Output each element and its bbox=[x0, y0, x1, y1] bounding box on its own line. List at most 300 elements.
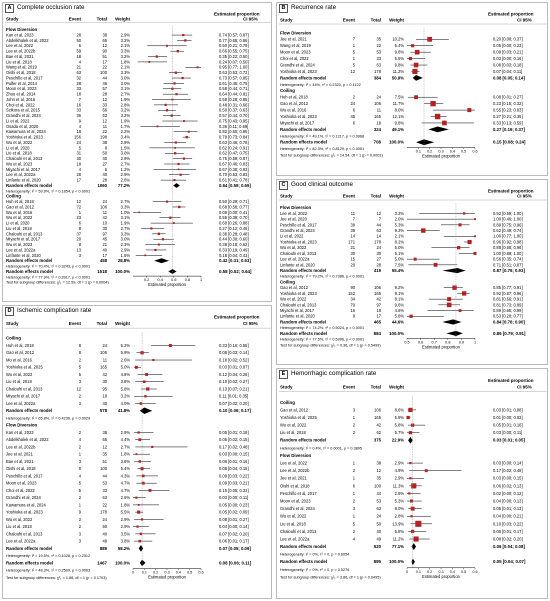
study-total: 44 bbox=[102, 75, 107, 81]
study-name: Gao et al, 2012 bbox=[6, 204, 34, 210]
study-total: 51 bbox=[102, 53, 107, 59]
study-name: Moon et al, 2023 bbox=[280, 498, 311, 504]
study-event: 3 bbox=[352, 407, 355, 413]
study-marker bbox=[409, 431, 412, 434]
study-weight: 11.2% bbox=[392, 536, 404, 542]
study-total: 21 bbox=[102, 242, 107, 248]
study-name: Liu et al, 2018 bbox=[6, 379, 32, 385]
study-marker bbox=[186, 136, 188, 138]
study-ci-label: 0.58 [0.28; 0.85] bbox=[219, 96, 249, 102]
study-ci-label: 0.57 [0.44; 0.70] bbox=[219, 113, 249, 119]
study-ci-label: 0.67 [0.30; 0.93] bbox=[219, 166, 249, 172]
study-marker bbox=[177, 163, 179, 165]
study-name: Grandhi et al, 2024 bbox=[280, 506, 315, 512]
subgroup-heterogeneity: Heterogeneity: I² = 79.2%, τ² = 0.7386, p < 0.0001 bbox=[280, 274, 365, 279]
study-name: Miyachi et al, 2017 bbox=[280, 120, 315, 126]
study-total: 53 bbox=[376, 49, 381, 55]
study-ci-label: 0.09 [0.03; 0.21] bbox=[219, 480, 249, 486]
study-marker bbox=[158, 244, 160, 246]
study-event: 5 bbox=[78, 145, 81, 151]
subgroup-summary-total: 1060 bbox=[97, 182, 107, 188]
study-event: 17 bbox=[76, 177, 81, 183]
study-weight: 1.9% bbox=[120, 118, 130, 124]
col-header-study: Study bbox=[6, 321, 19, 327]
study-marker bbox=[407, 416, 410, 419]
study-total: 38 bbox=[376, 460, 381, 466]
study-name: Peschillo et al, 2017 bbox=[280, 490, 317, 496]
study-weight: 2.1% bbox=[394, 233, 404, 239]
study-event: 3 bbox=[78, 538, 81, 544]
x-tick-label: 1 bbox=[199, 278, 203, 283]
study-total: 24 bbox=[376, 245, 381, 251]
x-tick-label: 0.1 bbox=[415, 149, 421, 154]
study-name: Wu et al, 2022 bbox=[280, 513, 307, 519]
study-total: 35 bbox=[102, 451, 107, 457]
subgroup-summary-ci: 0.03 [0.01; 0.05] bbox=[493, 437, 525, 443]
study-ci-label: 0.18 [0.02; 0.52] bbox=[219, 357, 249, 363]
study-ci-label: 0.85 [0.77; 0.91] bbox=[493, 285, 523, 291]
study-marker bbox=[414, 258, 417, 261]
study-weight: 2.9% bbox=[120, 516, 130, 522]
study-name: Chalouhi et al, 2013 bbox=[6, 231, 43, 237]
study-total: 165 bbox=[374, 414, 381, 420]
subgroup-summary-weight: 58.2% bbox=[117, 545, 130, 551]
study-weight: 9.1% bbox=[394, 290, 404, 296]
study-ci-label: 0.36 [0.11; 0.69] bbox=[219, 123, 249, 129]
subgroup-summary-diamond bbox=[442, 268, 465, 273]
study-event: 8 bbox=[78, 350, 81, 356]
overall-heterogeneity: Heterogeneity: I² = 77.9%, τ² = 0.3917, p < 0.0001 bbox=[6, 275, 91, 280]
study-weight: 4.7% bbox=[120, 480, 130, 486]
study-name: Lee et al, 2022a bbox=[6, 400, 36, 406]
x-tick-label: 0.4 bbox=[175, 570, 181, 575]
study-total: 30 bbox=[102, 225, 107, 231]
study-total: 38 bbox=[102, 429, 107, 435]
study-total: 90 bbox=[102, 48, 107, 54]
study-weight: 4.7% bbox=[120, 487, 130, 493]
study-event: 4 bbox=[78, 437, 81, 443]
study-ci-label: 0.09 [0.03; 0.21] bbox=[493, 49, 523, 55]
study-event: 31 bbox=[76, 150, 81, 156]
study-weight: 5.9% bbox=[120, 350, 130, 356]
study-total: 18 bbox=[102, 393, 107, 399]
col-header-weight: Weight bbox=[115, 321, 130, 327]
study-event: 21 bbox=[350, 245, 355, 251]
study-marker bbox=[434, 263, 438, 267]
study-total: 38 bbox=[102, 139, 107, 145]
study-name: Linfante et al, 2020 bbox=[280, 313, 315, 319]
x-axis-label: Estimated proportion bbox=[422, 153, 460, 159]
study-total: 11 bbox=[102, 357, 107, 363]
study-weight: 3.3% bbox=[120, 48, 130, 54]
study-name: Huh et al, 2018 bbox=[6, 199, 34, 205]
study-ci-label: 0.53 [0.28; 0.77] bbox=[493, 313, 523, 319]
study-name: Moon et al, 2023 bbox=[6, 480, 37, 486]
study-event: 30 bbox=[76, 156, 81, 162]
study-total: 24 bbox=[102, 199, 107, 205]
study-total: 28 bbox=[376, 262, 381, 268]
study-total: 12 bbox=[102, 118, 107, 124]
subgroup-summary-diamond bbox=[154, 258, 169, 263]
study-weight: 3.5% bbox=[120, 531, 130, 537]
study-ci-label: 0.03 [0.00; 0.15] bbox=[493, 475, 523, 481]
study-total: 63 bbox=[376, 506, 381, 512]
study-total: 30 bbox=[376, 250, 381, 256]
study-ci-label: 0.50 [0.37; 0.63] bbox=[219, 107, 249, 113]
x-axis-label: Estimated proportion bbox=[148, 574, 186, 580]
study-total: 24 bbox=[102, 516, 107, 522]
study-marker bbox=[173, 82, 175, 84]
study-name: Liu et al, 2018 bbox=[6, 225, 32, 231]
study-marker bbox=[409, 57, 412, 60]
study-name: Kawamura et al, 2024 bbox=[6, 502, 46, 508]
study-weight: 3.3% bbox=[120, 204, 130, 210]
study-marker bbox=[463, 212, 465, 214]
study-marker bbox=[145, 373, 148, 376]
study-marker bbox=[474, 252, 477, 255]
panel-tag: B bbox=[279, 4, 288, 13]
study-marker bbox=[140, 402, 143, 405]
study-weight: 3.0% bbox=[120, 75, 130, 81]
study-ci-label: 0.56 [0.35; 0.74] bbox=[493, 256, 523, 262]
study-ci-label: 0.03 [0.00; 0.11] bbox=[219, 495, 249, 501]
study-weight: 4.9% bbox=[394, 468, 404, 474]
subgroup-label: Flow Diversion bbox=[280, 205, 312, 211]
study-weight: 5.5% bbox=[394, 56, 404, 62]
col-header-ci: CI 95% bbox=[517, 17, 532, 23]
subgroup-summary-weight: 28.8% bbox=[117, 258, 130, 264]
study-marker bbox=[183, 120, 185, 122]
study-ci-label: 0.81 [0.73; 0.89] bbox=[493, 302, 523, 308]
overall-heterogeneity: Heterogeneity: I² = 77.5%, τ² = 0.5396, p < 0.0001 bbox=[280, 337, 365, 342]
col-header-weight: Weight bbox=[389, 384, 404, 390]
study-ci-label: 0.10 [0.02; 0.27] bbox=[219, 379, 249, 385]
x-tick-label: 0.5 bbox=[461, 149, 467, 154]
study-weight: 1.5% bbox=[120, 252, 130, 258]
study-event: 7 bbox=[78, 96, 81, 102]
study-total: 63 bbox=[376, 62, 381, 68]
study-total: 27 bbox=[102, 161, 107, 167]
subgroup-summary-total: 419 bbox=[373, 268, 381, 273]
panel-tag: C bbox=[279, 181, 288, 190]
study-name: Grandhi et al, 2024 bbox=[280, 62, 315, 68]
study-name: Lee et al, 2022a bbox=[6, 538, 36, 544]
study-event: 2 bbox=[78, 516, 81, 522]
study-name: Jee et al, 2021 bbox=[280, 475, 307, 481]
study-weight: 6.0% bbox=[394, 245, 404, 251]
study-marker bbox=[197, 66, 199, 68]
panel-recurrence bbox=[276, 2, 548, 176]
study-event: 4 bbox=[352, 536, 355, 542]
study-weight: 2.9% bbox=[120, 247, 130, 253]
study-marker bbox=[150, 227, 152, 229]
study-marker bbox=[411, 483, 416, 488]
study-ci-label: 0.88 [0.68; 0.96] bbox=[493, 245, 523, 251]
study-event: 13 bbox=[76, 247, 81, 253]
study-ci-label: 0.08 [0.04; 0.15] bbox=[219, 466, 249, 472]
study-weight: 2.7% bbox=[120, 91, 130, 97]
study-weight: 9.8% bbox=[394, 49, 404, 55]
subgroup-label: Coiling bbox=[280, 399, 295, 405]
study-event: 2 bbox=[78, 524, 81, 530]
study-weight: 5.8% bbox=[394, 313, 404, 319]
overall-summary-diamond bbox=[140, 560, 146, 567]
subgroup-heterogeneity: Heterogeneity: I² = 74.2%, τ² = 0.5024, p = 0.0001 bbox=[280, 326, 365, 331]
panel-hemorrhagic bbox=[276, 368, 548, 599]
study-ci-label: 1.00 [0.88; 1.00] bbox=[493, 250, 523, 256]
study-marker bbox=[135, 497, 137, 499]
study-weight: 9.8% bbox=[394, 120, 404, 126]
subgroup-summary-label: Random effects model bbox=[6, 182, 53, 188]
study-name: Abdelkhalek et al, 2022 bbox=[6, 37, 49, 43]
study-weight: 4.8% bbox=[120, 371, 130, 377]
study-name: Li et al, 2022 bbox=[6, 118, 30, 124]
study-weight: 2.9% bbox=[120, 156, 130, 162]
study-marker bbox=[174, 147, 176, 149]
panel-title-text: Ischemic complication rate bbox=[17, 307, 92, 314]
study-marker bbox=[430, 101, 435, 106]
study-name: Chalouhi et al, 2013 bbox=[6, 156, 43, 162]
study-ci-label: 0.18 [0.04; 0.43] bbox=[219, 252, 249, 258]
study-name: Mo et al, 2016 bbox=[6, 357, 32, 363]
study-total: 106 bbox=[100, 204, 107, 210]
study-total: 50 bbox=[376, 521, 381, 527]
x-tick-label: 0.3 bbox=[438, 149, 444, 154]
study-weight: 3.8% bbox=[120, 379, 130, 385]
overall-summary-label: Random effects model bbox=[6, 268, 54, 274]
study-name: Yoshioka et al, 2023 bbox=[6, 509, 43, 515]
overall-heterogeneity: Heterogeneity: I² = 48.3%, τ² = 0.2509, p = 0.0063 bbox=[6, 568, 91, 573]
study-ci-label: 0.08 [0.01; 0.27] bbox=[493, 94, 523, 100]
x-axis-label: Estimated proportion bbox=[422, 573, 460, 579]
study-ci-label: 0.06 [0.02; 0.13] bbox=[493, 483, 523, 489]
study-total: 44 bbox=[376, 222, 381, 228]
study-name: Lee et al, 2022a bbox=[280, 536, 310, 542]
study-weight: 11.3% bbox=[392, 483, 404, 489]
panel-tag: A bbox=[5, 4, 14, 13]
study-marker bbox=[410, 515, 412, 517]
study-event: 5 bbox=[78, 364, 81, 370]
study-marker bbox=[442, 121, 447, 126]
study-ci-label: 0.33 [0.13; 0.59] bbox=[493, 120, 523, 126]
study-total: 106 bbox=[100, 350, 107, 356]
subgroup-summary-total: 465 bbox=[373, 319, 381, 325]
study-weight: 5.8% bbox=[120, 386, 130, 392]
subgroup-summary-total: 375 bbox=[373, 437, 381, 443]
x-tick-label: 0.7 bbox=[431, 340, 437, 345]
study-ci-label: 0.05 [0.01; 0.13] bbox=[493, 506, 523, 512]
subgroup-label: Coiling bbox=[280, 279, 295, 285]
study-event: 45 bbox=[350, 113, 355, 119]
study-event: 1 bbox=[78, 209, 81, 215]
study-event: 2 bbox=[352, 430, 355, 436]
study-ci-label: 0.92 [0.59; 1.00] bbox=[493, 210, 523, 216]
study-name: Yoshioka et al, 2025 bbox=[280, 414, 317, 420]
study-event: 9 bbox=[78, 118, 81, 124]
study-event: 63 bbox=[76, 70, 81, 76]
study-total: 40 bbox=[102, 400, 107, 406]
study-event: 3 bbox=[78, 379, 81, 385]
study-weight: 5.3% bbox=[394, 498, 404, 504]
study-event: 28 bbox=[76, 172, 81, 178]
study-total: 95 bbox=[102, 386, 107, 392]
study-weight: 3.2% bbox=[120, 53, 130, 59]
study-total: 11 bbox=[376, 107, 381, 113]
study-event: 8 bbox=[78, 242, 81, 248]
overall-summary-diamond bbox=[416, 139, 434, 145]
study-event: 32 bbox=[76, 75, 81, 81]
study-ci-label: 0.50 [0.21; 0.79] bbox=[219, 43, 249, 49]
overall-summary-total: 884 bbox=[373, 330, 381, 336]
study-marker bbox=[166, 201, 168, 203]
study-ci-label: 0.05 [0.02; 0.09] bbox=[219, 509, 249, 515]
x-tick-label: 0.4 bbox=[449, 569, 455, 574]
subgroup-summary-label: Random effects model bbox=[6, 408, 53, 414]
study-event: 24 bbox=[350, 101, 355, 107]
study-event: 30 bbox=[350, 250, 355, 256]
study-ci-label: 0.61 [0.45; 0.75] bbox=[219, 80, 249, 86]
study-marker bbox=[146, 387, 149, 390]
study-total: 24 bbox=[376, 94, 381, 100]
study-weight: 2.6% bbox=[120, 495, 130, 501]
study-weight: 3.0% bbox=[120, 80, 130, 86]
overall-summary-weight: 100.0% bbox=[389, 139, 404, 145]
study-name: Peschillo et al, 2017 bbox=[280, 222, 317, 228]
study-event: 18 bbox=[76, 91, 81, 97]
subgroup-heterogeneity: Heterogeneity: I² = 19.5%, τ² = 0.1028, p = 0.2312 bbox=[6, 554, 91, 559]
study-ci-label: 0.81 [0.66; 0.91] bbox=[493, 296, 523, 302]
forest-plot-svg bbox=[3, 3, 272, 302]
study-total: 63 bbox=[376, 228, 381, 233]
study-name: Kan et al, 2023 bbox=[6, 32, 34, 38]
subgroup-label: Flow Diversion bbox=[6, 27, 38, 33]
study-event: 59 bbox=[76, 48, 81, 54]
study-name: Miyachi et al, 2017 bbox=[6, 166, 41, 172]
col-header-event: Event bbox=[342, 17, 355, 23]
study-ci-label: 0.07 [0.04; 0.11] bbox=[493, 68, 523, 74]
study-name: Oishi et al, 2018 bbox=[280, 483, 310, 489]
study-name: Li et al, 2020 bbox=[6, 145, 30, 151]
study-name: Jee et al, 2020 bbox=[280, 216, 307, 222]
study-weight: 2.9% bbox=[120, 139, 130, 145]
study-ci-label: 0.60 [0.26; 0.88] bbox=[219, 220, 249, 226]
study-name: Linfante et al, 2020 bbox=[280, 262, 315, 268]
study-total: 24 bbox=[376, 513, 381, 519]
study-total: 165 bbox=[374, 113, 381, 119]
study-weight: 2.9% bbox=[120, 172, 130, 178]
study-ci-label: 0.62 [0.24; 0.91] bbox=[219, 145, 249, 151]
study-name: Huh et al, 2018 bbox=[6, 342, 34, 348]
study-name: Oishi et al, 2018 bbox=[6, 466, 36, 472]
x-tick-label: 0.8 bbox=[445, 340, 451, 345]
study-marker bbox=[447, 297, 451, 301]
study-marker bbox=[144, 395, 146, 397]
overall-summary-diamond bbox=[412, 558, 415, 565]
study-name: Lee et al, 2022b bbox=[6, 48, 36, 54]
study-marker bbox=[148, 61, 150, 63]
study-ci-label: 0.68 [0.58; 0.77] bbox=[219, 204, 249, 210]
study-weight: 7.5% bbox=[394, 94, 404, 100]
study-total: 24 bbox=[102, 342, 107, 348]
study-name: Liu et al, 2018 bbox=[6, 150, 32, 156]
subgroup-summary-diamond bbox=[139, 545, 144, 552]
subgroup-summary-ci: 0.64 [0.59; 0.69] bbox=[219, 182, 251, 188]
study-weight: 1.8% bbox=[120, 502, 130, 508]
study-ci-label: 0.03 [0.00; 0.16] bbox=[493, 56, 523, 62]
study-total: 100 bbox=[100, 70, 107, 76]
subgroup-summary-label: Random effects model bbox=[280, 126, 327, 132]
subgroup-difference-test: Test for subgroup differences: χ²₁ = 12.59, df = 1 (p = 0.0004) bbox=[6, 280, 109, 285]
study-event: 39 bbox=[350, 228, 355, 233]
study-marker bbox=[151, 446, 153, 448]
study-event: 8 bbox=[78, 342, 81, 348]
study-total: 50 bbox=[102, 150, 107, 156]
subgroup-summary-label: Random effects model bbox=[280, 319, 327, 325]
study-ci-label: 0.38 [0.28; 0.48] bbox=[219, 231, 249, 237]
study-event: 8 bbox=[78, 225, 81, 231]
study-marker bbox=[409, 462, 411, 464]
study-weight: 9.8% bbox=[394, 62, 404, 68]
study-ci-label: 0.11 [0.01; 0.35] bbox=[219, 393, 249, 399]
study-marker bbox=[415, 521, 421, 527]
study-name: Liu et al, 2018 bbox=[280, 430, 306, 436]
study-name: Wu et al, 2023 bbox=[6, 242, 33, 248]
study-event: 3 bbox=[78, 400, 81, 406]
study-marker bbox=[143, 380, 146, 383]
study-ci-label: 0.67 [0.46; 0.83] bbox=[219, 161, 249, 167]
study-weight: 10.2% bbox=[392, 36, 404, 42]
study-ci-label: 0.05 [0.00; 0.23] bbox=[219, 502, 249, 508]
study-ci-label: 0.82 [0.60; 0.95] bbox=[219, 129, 249, 135]
overall-summary-label: Random effects model bbox=[280, 139, 328, 145]
panel-title-text: Recurrence rate bbox=[291, 4, 337, 11]
col-header-study: Study bbox=[280, 193, 293, 199]
subgroup-summary-weight: 77.2% bbox=[117, 182, 130, 188]
study-ci-label: 0.08 [0.03; 0.18] bbox=[493, 62, 523, 68]
study-weight: 12.1% bbox=[392, 113, 404, 119]
subgroup-label: Flow Diversion bbox=[6, 422, 38, 428]
x-tick-label: 0.5 bbox=[404, 340, 410, 345]
study-name: Wu et al, 2016 bbox=[280, 107, 307, 113]
study-ci-label: 0.03 [0.01; 0.07] bbox=[219, 364, 249, 370]
study-ci-label: 0.04 [0.00; 0.13] bbox=[493, 498, 523, 504]
subgroup-summary-weight: 41.8% bbox=[117, 408, 130, 414]
x-tick-label: 1 bbox=[473, 340, 477, 345]
study-weight: 3.2% bbox=[120, 113, 130, 119]
x-tick-label: 0.2 bbox=[427, 569, 433, 574]
study-name: Choi et al, 2022 bbox=[6, 487, 35, 493]
study-marker bbox=[414, 95, 418, 99]
study-name: Chalouhi et al, 2013 bbox=[280, 302, 317, 308]
study-event: 16 bbox=[76, 102, 81, 108]
subgroup-summary-total: 520 bbox=[373, 544, 381, 550]
study-event: 18 bbox=[76, 129, 81, 135]
study-ci-label: 0.64 [0.44; 0.81] bbox=[219, 91, 249, 97]
study-marker bbox=[137, 511, 140, 514]
study-name: Huh et al, 2018 bbox=[280, 94, 308, 100]
study-weight: 2.6% bbox=[120, 357, 130, 363]
study-event: 1 bbox=[78, 451, 81, 457]
subgroup-summary-label: Random effects model bbox=[6, 545, 53, 551]
panel-ischemic bbox=[2, 305, 272, 599]
study-total: 12 bbox=[376, 210, 381, 216]
study-name: Jee et al, 2021 bbox=[6, 451, 33, 457]
overall-summary-weight: 100.0% bbox=[389, 559, 404, 565]
panel-tag: D bbox=[5, 307, 14, 316]
study-ci-label: 0.17 [0.02; 0.48] bbox=[493, 468, 523, 474]
study-event: 3 bbox=[352, 506, 355, 512]
study-total: 22 bbox=[102, 64, 107, 70]
